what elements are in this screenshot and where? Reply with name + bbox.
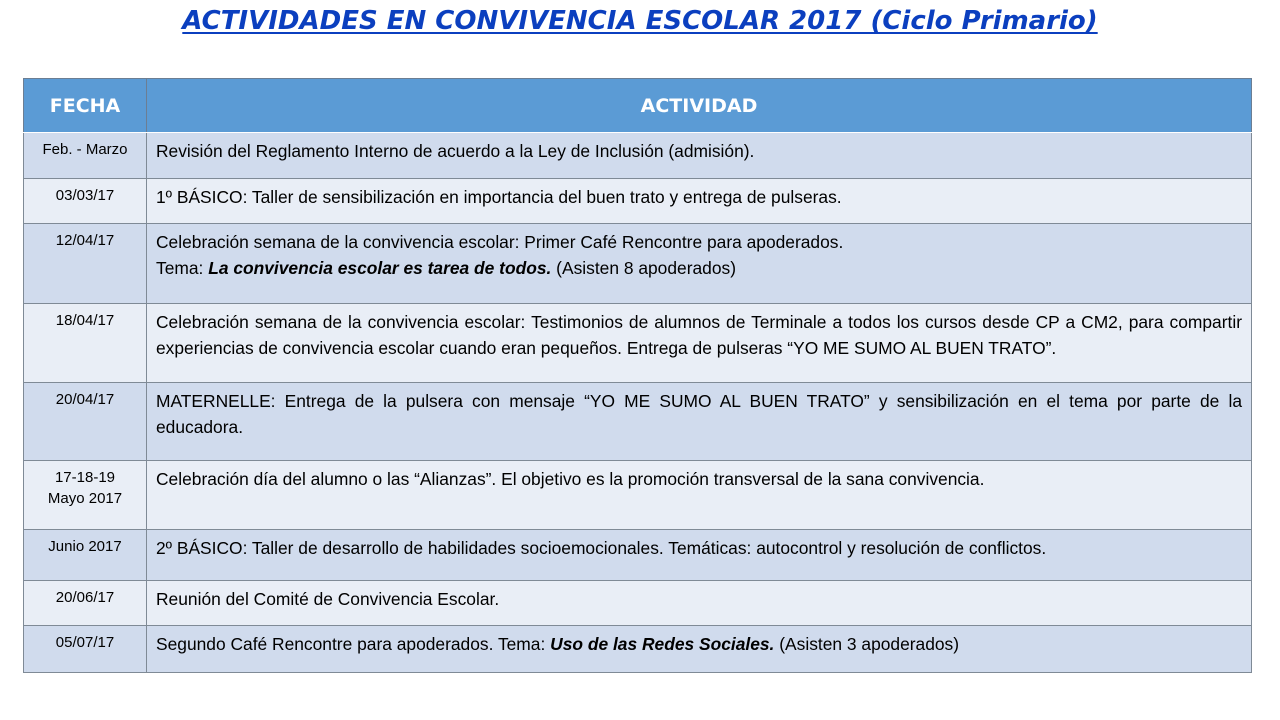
row-fecha [24,461,147,530]
row-actividad: Celebración semana de la convivencia escolar: Testimonios de alumnos de Terminale a todos los cursos desde CP a CM2, para compartir experiencias de convivencia escolar cuando eran pequeños. Entrega de pulseras “YO ME SUMO AL BUEN TRATO”. [147,304,1252,383]
actividad-emphasis: La convivencia escolar es tarea de todos. [208,258,552,278]
fecha-line: 17-18-19 [54,469,116,486]
fecha-line: Mayo 2017 [47,490,123,507]
row-actividad [147,626,1252,673]
row-actividad: Celebración día del alumno o las “Alianzas”. El objetivo es la promoción transversal de la sana convivencia. [147,461,1252,530]
row-actividad: Revisión del Reglamento Interno de acuerdo a la Ley de Inclusión (admisión). [147,133,1252,179]
table-header-row [24,79,1252,133]
row-fecha: Feb. - Marzo [24,133,147,179]
row-actividad: MATERNELLE: Entrega de la pulsera con mensaje “YO ME SUMO AL BUEN TRATO” y sensibilización en el tema por parte de la educadora. [147,383,1252,461]
table-row [24,179,1252,224]
table-row [24,581,1252,626]
row-actividad [147,224,1252,304]
table-row [24,461,1252,530]
row-actividad: 2º BÁSICO: Taller de desarrollo de habilidades socioemocionales. Temáticas: autocontrol y resolución de conflictos. [147,530,1252,581]
row-fecha: 18/04/17 [24,304,147,383]
row-fecha: 05/07/17 [24,626,147,673]
page-title: ACTIVIDADES EN CONVIVENCIA ESCOLAR 2017 (Ciclo Primario) [182,6,1098,36]
actividad-text: (Asisten 3 apoderados) [774,634,960,654]
table-row [24,304,1252,383]
table-row [24,530,1252,581]
table-row [24,626,1252,673]
row-fecha: 03/03/17 [24,179,147,224]
row-fecha: 12/04/17 [24,224,147,304]
row-fecha: Junio 2017 [24,530,147,581]
actividad-text: Tema: [156,258,209,278]
row-actividad: Reunión del Comité de Convivencia Escolar. [147,581,1252,626]
activities-table [23,78,1252,673]
table-row [24,383,1252,461]
actividad-emphasis: Uso de las Redes Sociales. [550,634,775,654]
row-fecha: 20/06/17 [24,581,147,626]
row-fecha: 20/04/17 [24,383,147,461]
table-row [24,224,1252,304]
header-actividad: ACTIVIDAD [147,79,1252,133]
header-fecha: FECHA [24,79,147,133]
actividad-line [156,255,1242,281]
actividad-line: Celebración semana de la convivencia escolar: Primer Café Rencontre para apoderados. [156,232,844,252]
actividad-text: Segundo Café Rencontre para apoderados. Tema: [156,634,551,654]
table-row [24,133,1252,179]
actividad-text: (Asisten 8 apoderados) [551,258,736,278]
row-actividad: 1º BÁSICO: Taller de sensibilización en importancia del buen trato y entrega de pulseras. [147,179,1252,224]
